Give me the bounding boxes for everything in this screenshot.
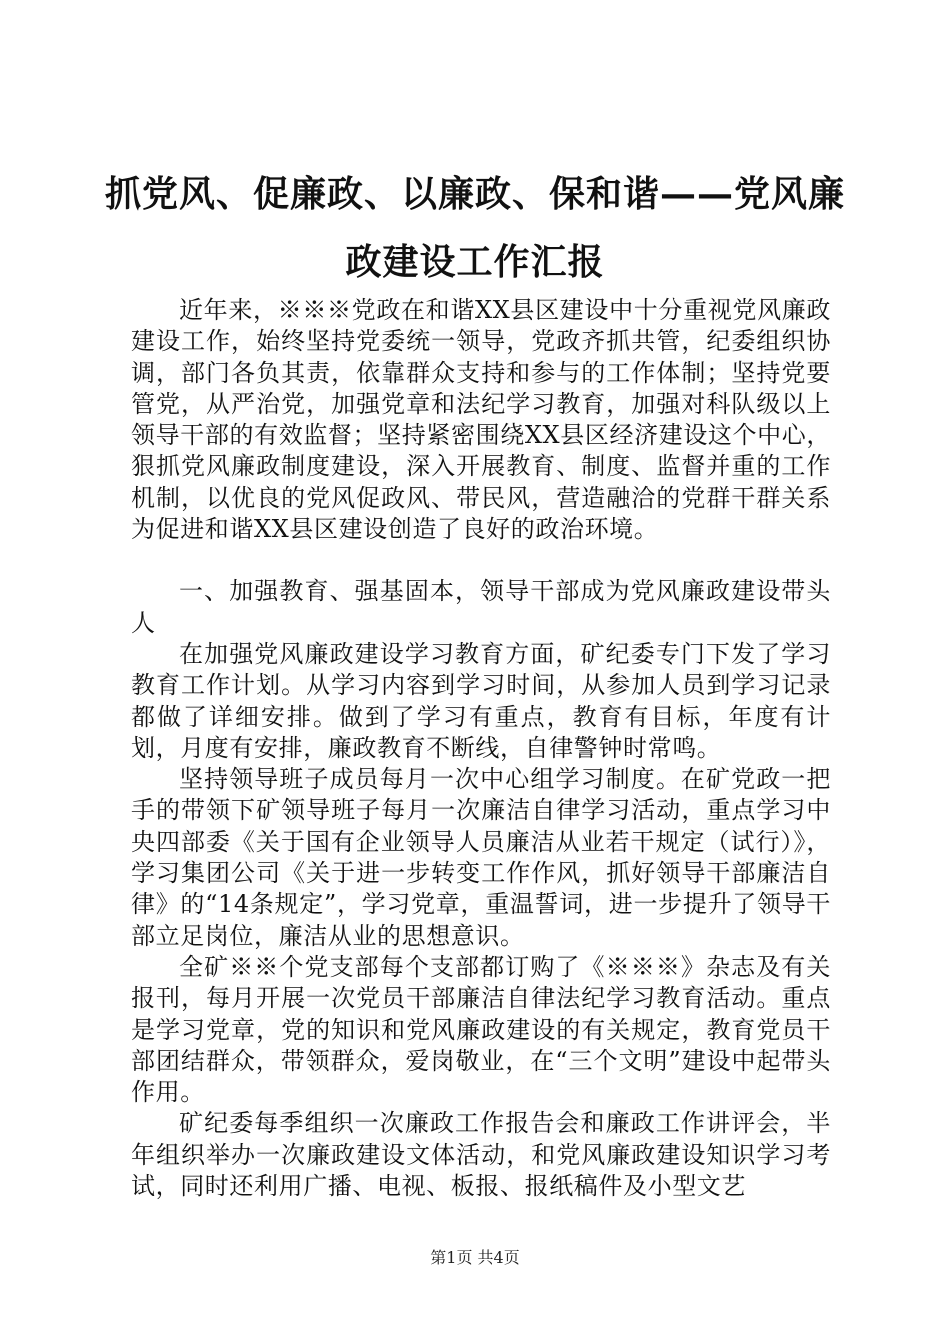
section-heading-1: 一、加强教育、强基固本，领导干部成为党风廉政建设带头人 — [131, 577, 831, 637]
paragraph: 全矿※※个党支部每个支部都订购了《※※※》杂志及有关报刊，每月开展一次党员干部廉洁自律法纪学习教育活动。重点是学习党章，党的知识和党风廉政建设的有关规定，教育党员干部团结群众，带领群众，爱岗敬业，在“三个文明”建设中起带头作用。 — [131, 952, 831, 1107]
paragraph: 在加强党风廉政建设学习教育方面，矿纪委专门下发了学习教育工作计划。从学习内容到学习时间，从参加人员到学习记录都做了详细安排。做到了学习有重点，教育有目标，年度有计划，月度有安排，廉政教育不断线，自律警钟时常鸣。 — [131, 639, 831, 762]
document-body — [131, 295, 831, 1202]
paragraph: 坚持领导班子成员每月一次中心组学习制度。在矿党政一把手的带领下矿领导班子每月一次廉洁自律学习活动，重点学习中央四部委《关于国有企业领导人员廉洁从业若干规定（试行）》，学习集团公司《关于进一步转变工作作风，抓好领导干部廉洁自律》的“14条规定”，学习党章，重温誓词，进一步提升了领导干部立足岗位，廉洁从业的思想意识。 — [131, 765, 831, 950]
paragraph-intro: 近年来，※※※党政在和谐XX县区建设中十分重视党风廉政建设工作，始终坚持党委统一领导，党政齐抓共管，纪委组织协调，部门各负其责，依靠群众支持和参与的工作体制；坚持党要管党，从严治党，加强党章和法纪学习教育，加强对科队级以上领导干部的有效监督；坚持紧密围绕XX县区经济建设这个中心，狠抓党风廉政制度建设，深入开展教育、制度、监督并重的工作机制，以优良的党风促政风、带民风，营造融洽的党群干群关系为促进和谐XX县区建设创造了良好的政治环境。 — [131, 296, 831, 544]
page-number-footer: 第1页 共4页 — [430, 1248, 520, 1267]
paragraph: 矿纪委每季组织一次廉政工作报告会和廉政工作讲评会，半年组织举办一次廉政建设文体活动，和党风廉政建设知识学习考试，同时还利用广播、电视、板报、报纸稿件及小型文艺 — [131, 1109, 831, 1201]
document-title: 抓党风、促廉政、以廉政、保和谐——党风廉政建设工作汇报 — [104, 173, 845, 283]
